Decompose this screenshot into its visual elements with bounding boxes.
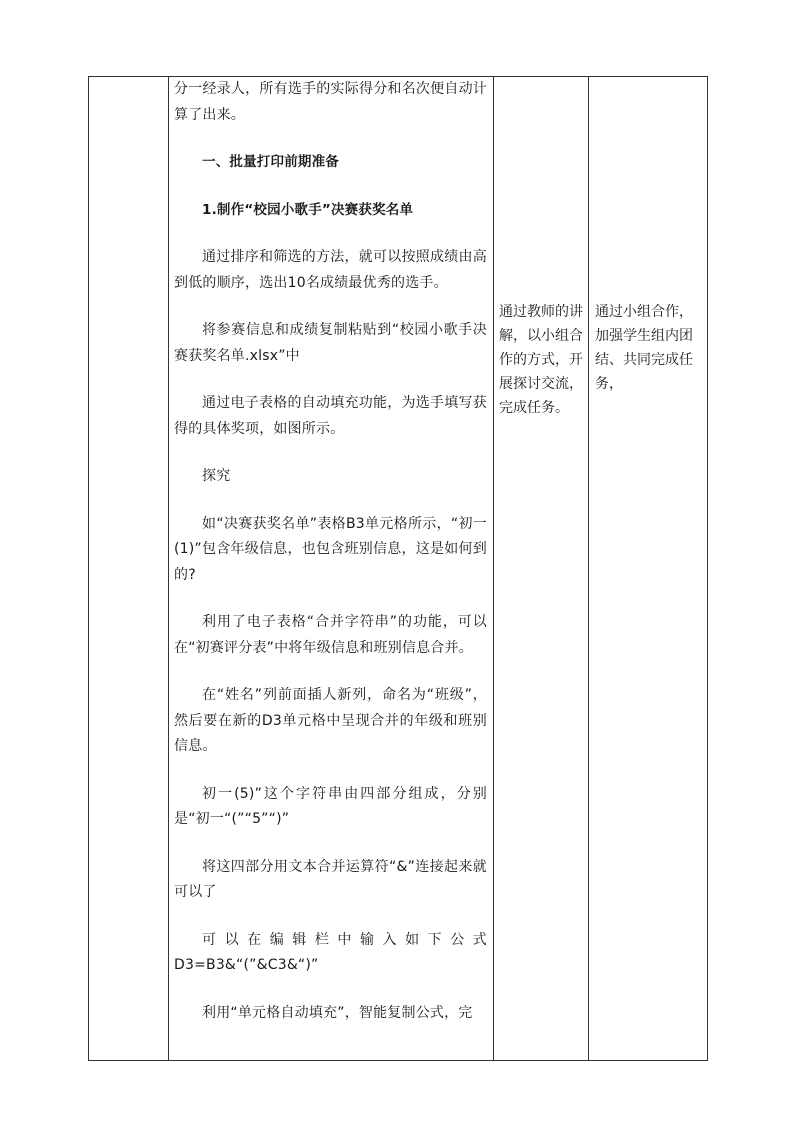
content-cell	[169, 77, 494, 1061]
stage-cell	[89, 77, 169, 1061]
paragraph: 将这四部分用文本合并运算符“&”连接起来就可以了	[174, 858, 487, 900]
paragraph: 通过电子表格的自动填充功能，为选手填写获得的具体奖项，如图所示。	[174, 395, 487, 437]
paragraph: 如“决赛获奖名单”表格B3单元格所示，“初一(1)”包含年级信息，也包含班别信息，这是如何到的?	[174, 515, 487, 583]
paragraph: 利用了电子表格“合并字符串”的功能，可以在“初赛评分表”中将年级信息和班别信息合并。	[174, 614, 487, 656]
lesson-plan-table	[88, 76, 708, 1061]
teacher-activity-text: 通过教师的讲解，以小组合作的方式，开展探讨交流，完成任务。	[499, 304, 583, 416]
explore-label: 探究	[202, 468, 231, 484]
formula-paragraph: 可以在编辑栏中输入如下公式D3=B3&“(”&C3&“)”	[174, 931, 487, 973]
paragraph: 初一(5)”这个字符串由四部分组成，分别是“初一“(”“5”“)”	[174, 785, 487, 827]
paragraph: 在“姓名”列前面插人新列，命名为“班级”，然后要在新的D3单元格中呈现合并的年级和班别信息。	[174, 687, 487, 754]
design-intent-text: 通过小组合作，加强学生组内团结、共同完成任务，	[595, 304, 693, 392]
design-intent-cell	[589, 77, 708, 1061]
table-row	[89, 77, 708, 1061]
paragraph: 将参赛信息和成绩复制粘贴到“校园小歌手决赛获奖名单.xlsx”中	[174, 322, 487, 364]
subsection-heading: 1.制作“校园小歌手”决赛获奖名单	[202, 201, 414, 218]
section-heading: 一、批量打印前期准备	[202, 154, 339, 170]
teacher-activity-cell	[494, 77, 589, 1061]
paragraph: 通过排序和筛选的方法，就可以按照成绩由高到低的顺序，选出10名成绩最优秀的选手。	[174, 249, 487, 291]
continued-paragraph: 分一经录人，所有选手的实际得分和名次便自动计算了出来。	[174, 81, 487, 123]
paragraph: 利用“单元格自动填充”，智能复制公式，完	[202, 1004, 473, 1021]
